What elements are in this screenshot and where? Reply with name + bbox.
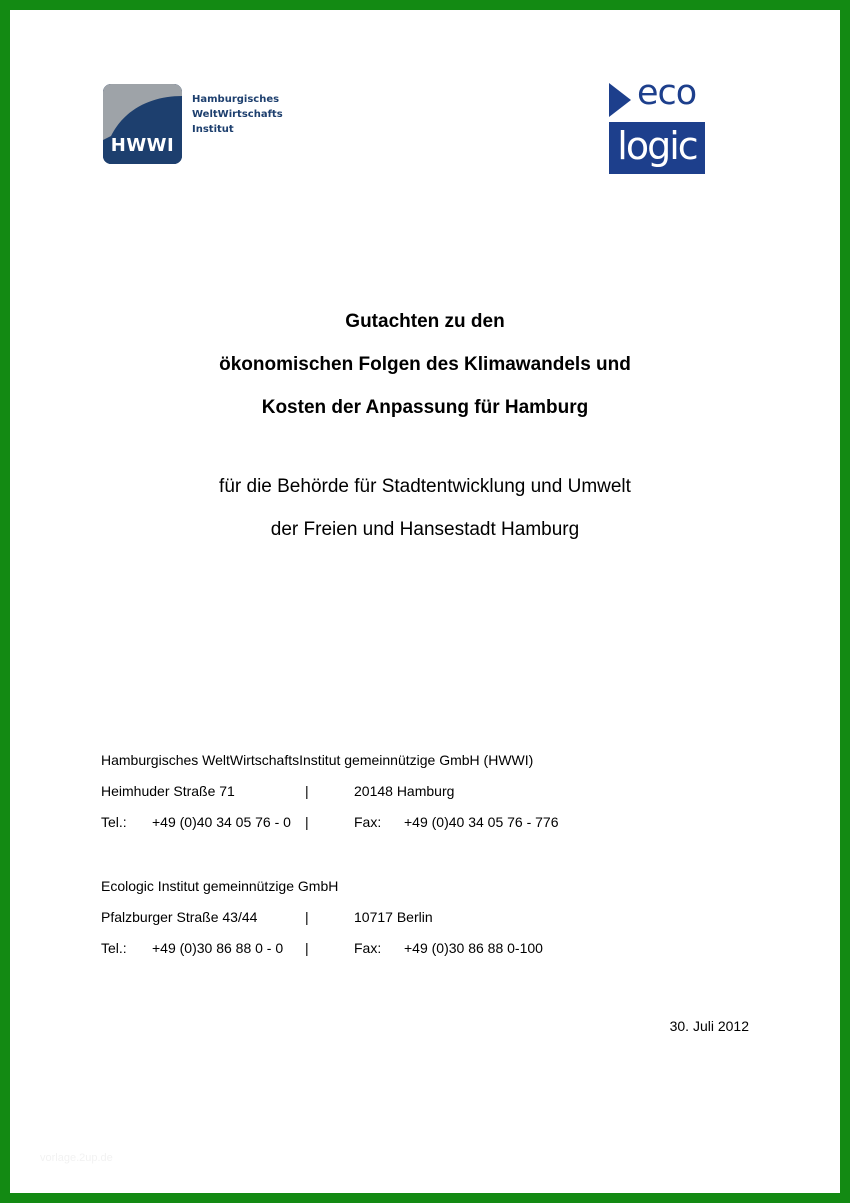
hwwi-name-line: WeltWirtschafts xyxy=(192,109,283,120)
subtitle-line: der Freien und Hansestadt Hamburg xyxy=(270,519,580,540)
separator: | xyxy=(305,783,309,799)
contact-org xyxy=(101,871,751,902)
contact-address xyxy=(101,902,751,933)
title-line: ökonomischen Folgen des Klimawandels und xyxy=(219,354,631,375)
hwwi-name-line: Hamburgisches xyxy=(192,94,280,105)
ecologic-logo-top: eco xyxy=(637,73,697,113)
tel-label: Tel.: xyxy=(101,814,127,830)
org-name: Ecologic Institut gemeinnützige GmbH xyxy=(101,878,339,894)
ecologic-logo-bottom: logic xyxy=(609,122,705,174)
city: 10717 Berlin xyxy=(354,909,433,925)
separator: | xyxy=(305,940,309,956)
hwwi-logo-name xyxy=(192,92,283,137)
watermark: vorlage.2up.de xyxy=(40,1152,113,1164)
separator: | xyxy=(305,814,309,830)
document-subtitle xyxy=(10,465,840,551)
fax-label: Fax: xyxy=(354,940,382,956)
ecologic-logo xyxy=(609,73,709,176)
contact-block-ecologic xyxy=(101,871,751,964)
street: Heimhuder Straße 71 xyxy=(101,783,235,799)
fax-number: +49 (0)30 86 88 0-100 xyxy=(404,940,543,956)
hwwi-logo-abbr: HWWI xyxy=(110,135,175,156)
hwwi-logo xyxy=(103,84,303,166)
contact-block-hwwi xyxy=(101,745,751,838)
contact-address xyxy=(101,776,751,807)
fax-number: +49 (0)40 34 05 76 - 776 xyxy=(404,814,559,830)
org-name: Hamburgisches WeltWirtschaftsInstitut gemeinnützige GmbH (HWWI) xyxy=(101,752,534,768)
hwwi-logo-mark xyxy=(103,84,182,164)
separator: | xyxy=(305,909,309,925)
contact-phone xyxy=(101,807,751,838)
subtitle-line: für die Behörde für Stadtentwicklung und Umwelt xyxy=(219,476,631,497)
tel-number: +49 (0)30 86 88 0 - 0 xyxy=(152,940,284,956)
document-title xyxy=(10,300,840,429)
ecologic-triangle-icon xyxy=(609,83,631,117)
tel-label: Tel.: xyxy=(101,940,127,956)
tel-number: +49 (0)40 34 05 76 - 0 xyxy=(152,814,291,830)
hwwi-name-line: Institut xyxy=(192,124,234,135)
contact-org xyxy=(101,745,751,776)
title-line: Gutachten zu den xyxy=(345,311,505,332)
title-line: Kosten der Anpassung für Hamburg xyxy=(261,397,589,418)
fax-label: Fax: xyxy=(354,814,382,830)
city: 20148 Hamburg xyxy=(354,783,455,799)
street: Pfalzburger Straße 43/44 xyxy=(101,909,258,925)
contact-phone xyxy=(101,933,751,964)
document-date: 30. Juli 2012 xyxy=(669,1018,749,1034)
